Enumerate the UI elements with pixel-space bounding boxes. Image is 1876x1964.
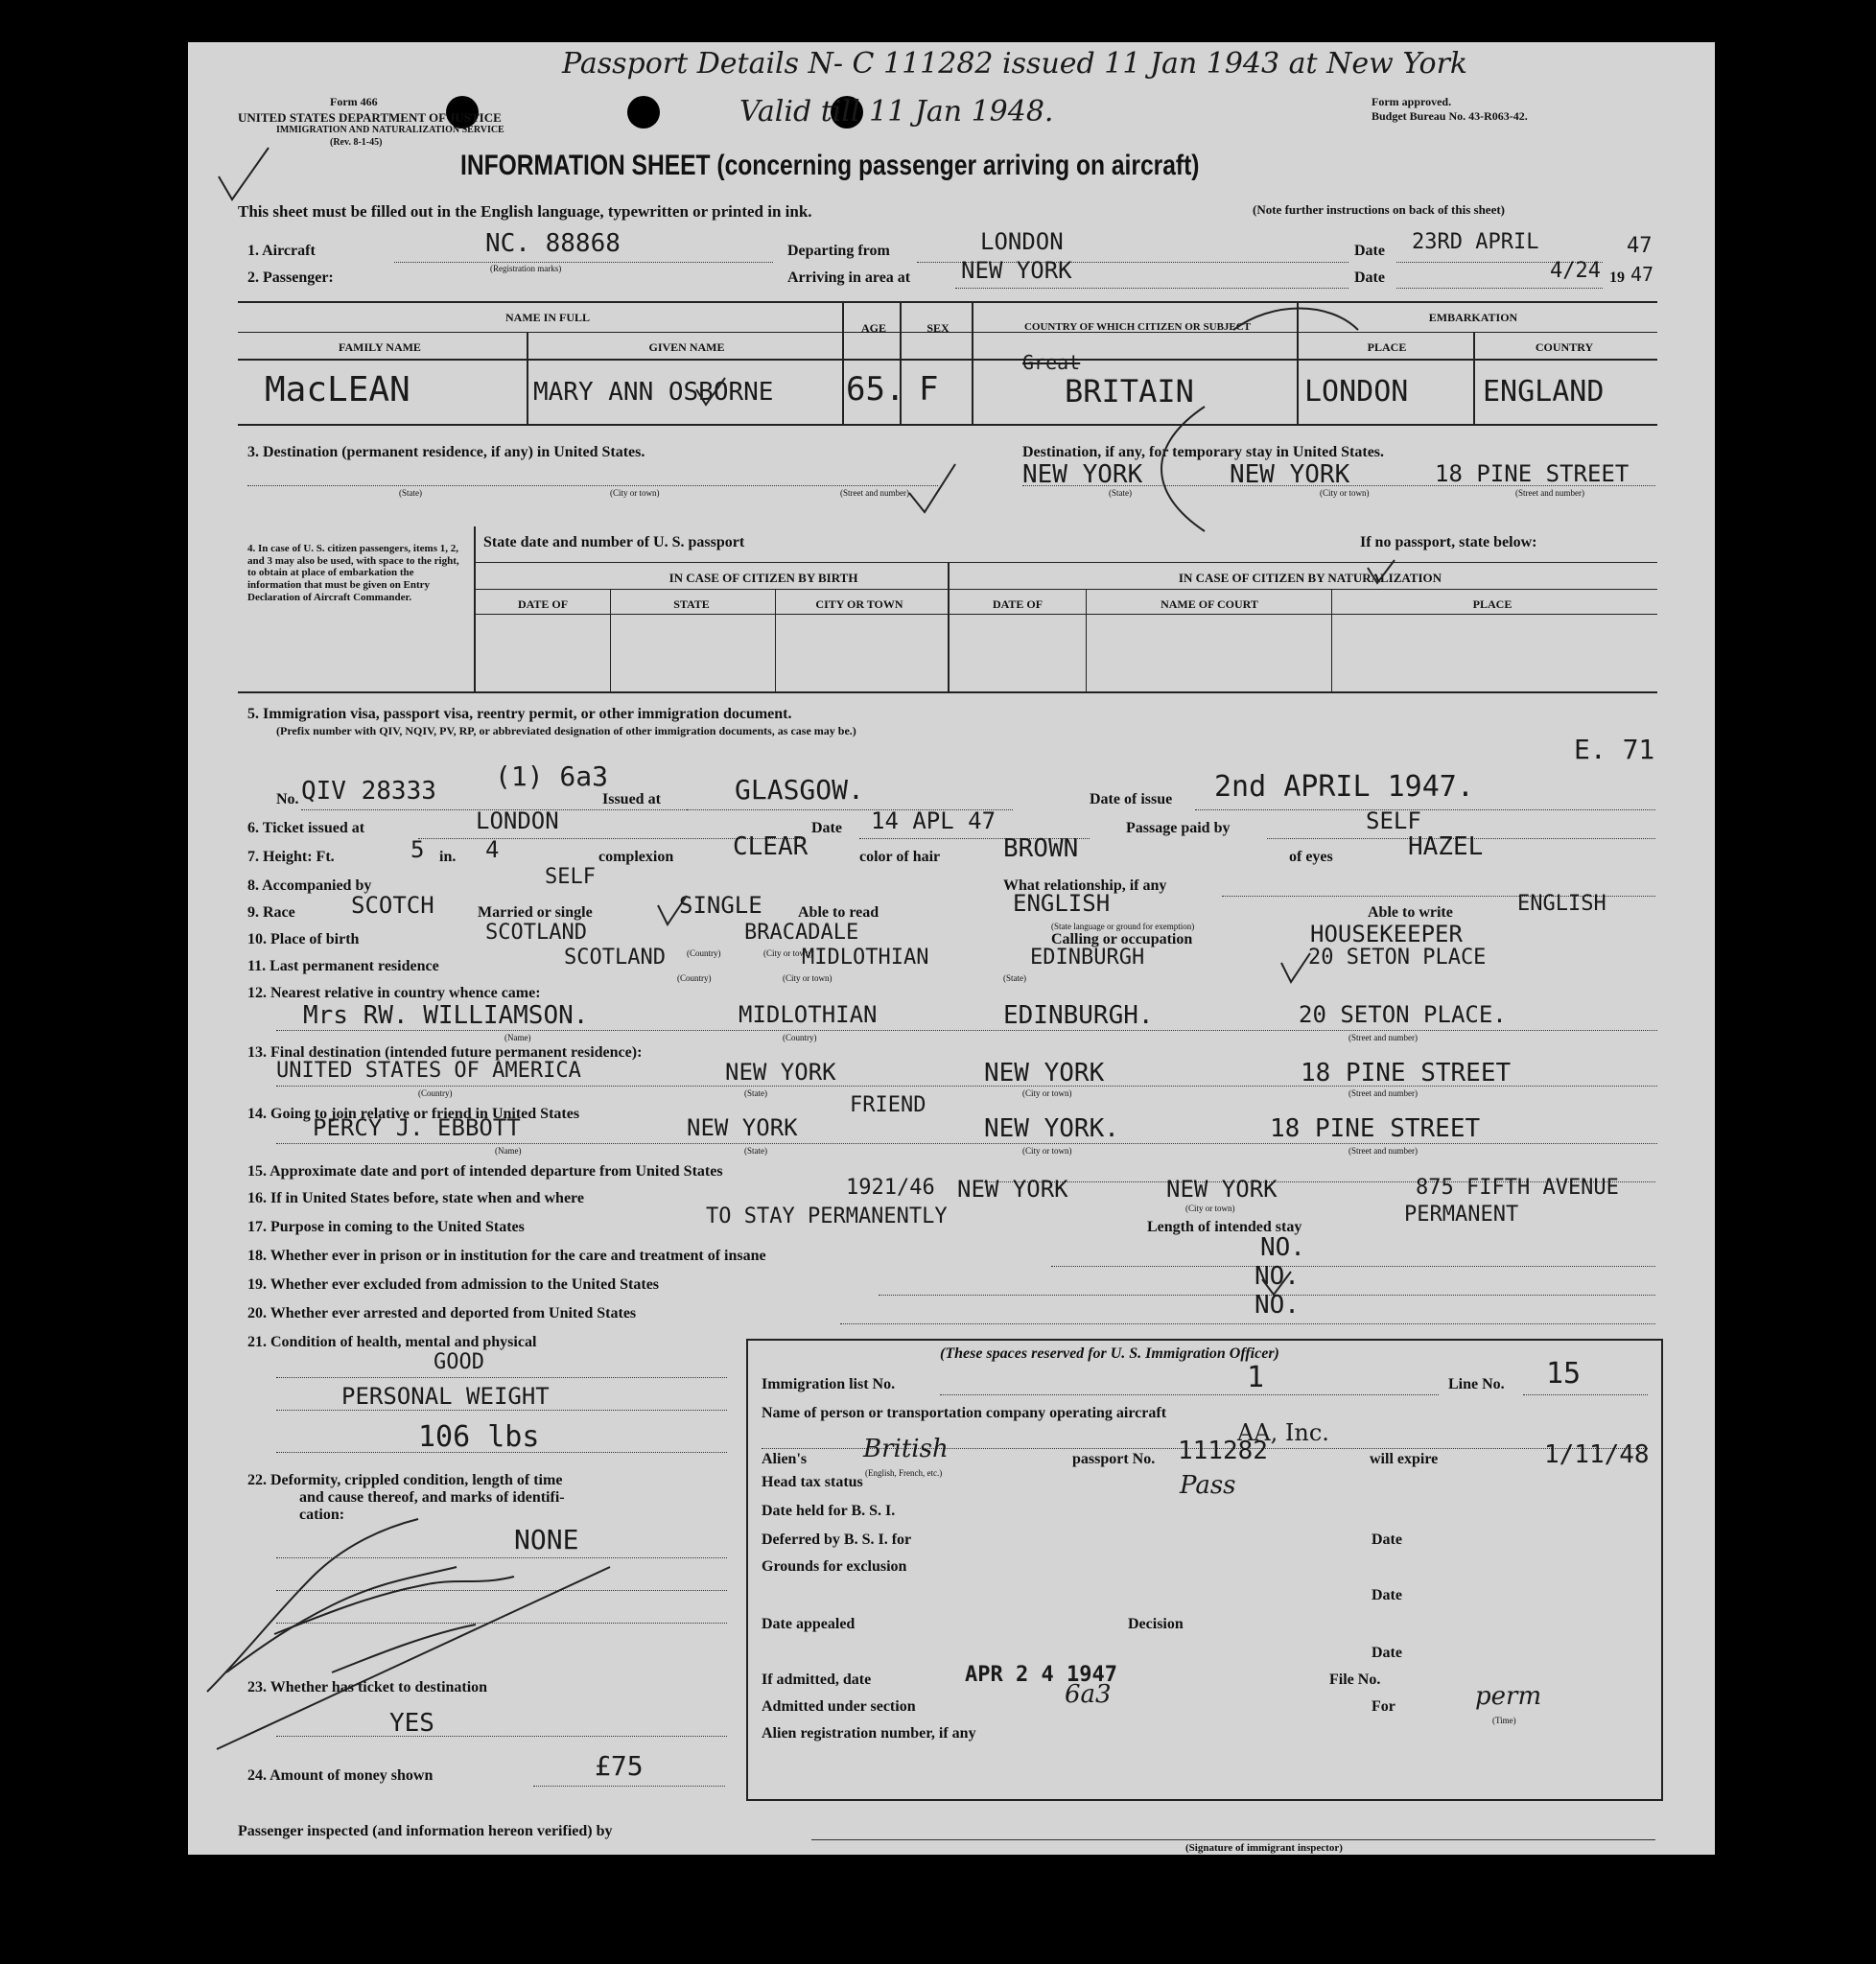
deformity-label-3: cation:: [299, 1507, 345, 1523]
deformity-value: NONE: [514, 1524, 579, 1555]
birth-country-caption: (Country): [687, 948, 721, 958]
birth-state-col: STATE: [673, 597, 710, 611]
ticket-at-value: LONDON: [476, 807, 559, 834]
deformity-label-1: 22. Deformity, crippled condition, length of time: [247, 1472, 563, 1488]
read-value: ENGLISH: [1013, 890, 1111, 917]
height-ft-value: 5: [410, 836, 425, 863]
join-name-caption: (Name): [495, 1146, 522, 1156]
visa-number: QIV 28333: [301, 777, 436, 806]
section-label: Admitted under section: [762, 1698, 916, 1715]
service: IMMIGRATION AND NATURALIZATION SERVICE: [276, 125, 504, 135]
citizenship-value: BRITAIN: [1065, 373, 1194, 409]
form-number: Form 466: [330, 95, 378, 108]
line-no-value: 15: [1546, 1357, 1582, 1391]
arrested-label: 20. Whether ever arrested and deported from United States: [247, 1305, 637, 1321]
relative-country-value: MIDLOTHIAN: [739, 1001, 878, 1028]
arrested-value: NO.: [1255, 1291, 1300, 1320]
for-value: perm: [1475, 1682, 1542, 1711]
signature-caption: (Signature of immigrant inspector): [1185, 1842, 1343, 1854]
departing-value: LONDON: [980, 228, 1064, 255]
ticket-label: 6. Ticket issued at: [247, 820, 365, 836]
date-label-2: Date: [1354, 269, 1385, 286]
naturalization-header: IN CASE OF CITIZEN BY NATURALIZATION: [1178, 571, 1442, 585]
read-caption: (State language or ground for exemption): [1051, 922, 1195, 931]
accompanied-label: 8. Accompanied by: [247, 877, 372, 894]
excluded-value: NO.: [1255, 1262, 1300, 1291]
officer-title: (These spaces reserved for U. S. Immigration Officer): [940, 1345, 1279, 1362]
company-label: Name of person or transportation company operating aircraft: [762, 1405, 1167, 1421]
citizen-note: 4. In case of U. S. citizen passengers, items 1, 2, and 3 may also be used, with space to the right, to obtain at place of embarkation the information that must be given on Entry Declaration of Aircraft Commander.: [247, 543, 459, 603]
decision-date-label: Date: [1372, 1645, 1402, 1661]
arriving-date: 4/24: [1550, 259, 1601, 283]
health-label: 21. Condition of health, mental and physical: [247, 1334, 537, 1350]
hair-value: BROWN: [1003, 834, 1079, 863]
money-label: 24. Amount of money shown: [247, 1767, 434, 1784]
temp-city-caption: (City or town): [1320, 488, 1370, 498]
temp-street-caption: (Street and number): [1515, 488, 1584, 498]
birth-date-col: DATE OF: [517, 597, 569, 611]
hair-label: color of hair: [859, 849, 941, 865]
temp-city-value: NEW YORK: [1230, 460, 1350, 489]
join-name-value: PERCY J. EBBOTT: [313, 1114, 521, 1141]
final-city-caption: (City or town): [1022, 1088, 1072, 1098]
final-country-value: UNITED STATES OF AMERICA: [276, 1059, 581, 1083]
temp-state-value: NEW YORK: [1022, 460, 1143, 489]
visa-no-label: No.: [276, 791, 299, 807]
nationality-caption: (English, French, etc.): [865, 1468, 943, 1478]
age-value: 65.: [846, 370, 905, 409]
before-state-value: NEW YORK: [957, 1176, 1068, 1203]
issued-at-label: Issued at: [602, 791, 661, 807]
alien-registration-label: Alien registration number, if any: [762, 1725, 976, 1742]
aircraft-value: NC. 88868: [485, 229, 621, 258]
final-street-value: 18 PINE STREET: [1301, 1059, 1512, 1087]
ticket-date-label: Date: [811, 820, 842, 836]
paid-by-value: SELF: [1366, 807, 1421, 834]
registration-caption: (Registration marks): [490, 264, 562, 273]
arriving-value: NEW YORK: [961, 257, 1072, 284]
alien-nationality-value: British: [863, 1435, 949, 1463]
birth-header: IN CASE OF CITIZEN BY BIRTH: [668, 571, 858, 585]
bsi-deferred-label: Deferred by B. S. I. for: [762, 1531, 912, 1548]
ticket-destination-label: 23. Whether has ticket to destination: [247, 1679, 488, 1695]
time-caption: (Time): [1492, 1716, 1516, 1725]
for-label: For: [1372, 1698, 1395, 1715]
temp-street-value: 18 PINE STREET: [1435, 460, 1630, 487]
nat-court-col: NAME OF COURT: [1161, 597, 1258, 611]
before-label: 16. If in United States before, state when and where: [247, 1190, 584, 1206]
height-in-label: in.: [439, 849, 457, 865]
height-in-value: 4: [485, 836, 500, 863]
alien-label: Alien's: [762, 1451, 808, 1467]
aircraft-label: 1. Aircraft: [247, 243, 316, 259]
inspected-label: Passenger inspected (and information hereon verified) by: [238, 1823, 613, 1839]
join-city-value: NEW YORK.: [984, 1114, 1119, 1143]
immigration-list-value: 1: [1247, 1361, 1265, 1394]
complexion-value: CLEAR: [733, 832, 809, 861]
grounds-label: Grounds for exclusion: [762, 1558, 907, 1575]
calling-value: HOUSEKEEPER: [1310, 921, 1463, 947]
calling-label: Calling or occupation: [1051, 931, 1193, 947]
deformity-label-2: and cause thereof, and marks of identifi-: [299, 1489, 565, 1506]
budget-bureau: Budget Bureau No. 43-R063-42.: [1372, 109, 1528, 123]
departing-date: 23RD APRIL: [1412, 230, 1539, 254]
paid-by-label: Passage paid by: [1126, 820, 1231, 836]
immigration-list-field: [940, 1394, 1439, 1395]
name-in-full-header: NAME IN FULL: [504, 311, 590, 324]
bsi-date-label: Date: [1372, 1531, 1402, 1548]
line-no-field: [1523, 1394, 1648, 1395]
perm-street-caption: (Street and number): [840, 488, 909, 498]
passport-label: State date and number of U. S. passport: [483, 534, 745, 550]
health-value-1: GOOD: [434, 1350, 484, 1374]
eyes-label: of eyes: [1289, 849, 1333, 865]
appealed-label: Date appealed: [762, 1616, 856, 1632]
ticket-date-value: 14 APL 47: [871, 807, 997, 834]
write-label: Able to write: [1368, 904, 1453, 921]
expire-value: 1/11/48: [1544, 1440, 1650, 1469]
decision-label: Decision: [1128, 1616, 1184, 1632]
passport-note-value: Pass: [1180, 1471, 1236, 1500]
eyes-value: HAZEL: [1408, 832, 1484, 861]
relative-street-caption: (Street and number): [1348, 1033, 1418, 1042]
residence-city-value: EDINBURGH: [1030, 946, 1145, 970]
year-value: 47: [1627, 234, 1653, 258]
relative-name-caption: (Name): [504, 1033, 531, 1042]
residence-street-value: 20 SETON PLACE: [1308, 946, 1487, 970]
relationship-label: What relationship, if any: [1003, 877, 1167, 894]
height-label: 7. Height: Ft.: [247, 849, 335, 865]
race-value: SCOTCH: [351, 892, 434, 919]
join-city-caption: (City or town): [1022, 1146, 1072, 1156]
date-of-issue-label: Date of issue: [1090, 791, 1173, 807]
ticket-destination-value: YES: [389, 1709, 434, 1738]
residence-country-caption: (Country): [677, 973, 712, 983]
admitted-label: If admitted, date: [762, 1672, 872, 1688]
before-when-value: 1921/46: [846, 1176, 935, 1200]
embarkation-header: EMBARKATION: [1428, 311, 1518, 324]
officer-box: [746, 1339, 1663, 1801]
residence-city-caption: (City or town): [783, 973, 832, 983]
arriving-label: Arriving in area at: [787, 269, 911, 286]
visa-margin-note: E. 71: [1574, 734, 1655, 765]
department: UNITED STATES DEPARTMENT OF JUSTICE: [238, 110, 502, 125]
nearest-relative-label: 12. Nearest relative in country whence came:: [247, 985, 541, 1001]
given-name-value: MARY ANN OSBORNE: [533, 378, 774, 407]
section-value: 6a3: [1065, 1680, 1112, 1709]
sex-value: F: [919, 370, 939, 409]
passport-annotation-line1: Passport Details N- C 111282 issued 11 Jan 1943 at New York: [562, 47, 1468, 81]
passport-annotation-line2: Valid till 11 Jan 1948.: [739, 95, 1054, 129]
expire-label: will expire: [1370, 1451, 1439, 1467]
visa-section: (1) 6a3: [495, 760, 609, 792]
relative-country-caption: (Country): [783, 1033, 817, 1042]
bsi-held-label: Date held for B. S. I.: [762, 1503, 896, 1519]
residence-label: 11. Last permanent residence: [247, 958, 439, 974]
purpose-value: TO STAY PERMANENTLY: [706, 1204, 948, 1228]
no-passport-label: If no passport, state below:: [1360, 534, 1537, 550]
sex-header: SEX: [926, 321, 950, 335]
relative-name-value: Mrs RW. WILLIAMSON.: [303, 1001, 589, 1030]
residence-state-caption: (State): [1003, 973, 1026, 983]
before-city-value: NEW YORK: [1166, 1176, 1278, 1203]
date-of-issue-value: 2nd APRIL 1947.: [1214, 770, 1474, 804]
year-value-2: 47: [1630, 263, 1654, 286]
perm-state-caption: (State): [399, 488, 422, 498]
departure-label: 15. Approximate date and port of intended departure from United States: [247, 1163, 723, 1180]
birth-city-value: BRACADALE: [744, 921, 859, 945]
health-value-2: PERSONAL WEIGHT: [341, 1383, 550, 1410]
line-no-label: Line No.: [1448, 1376, 1505, 1392]
language-instruction: This sheet must be filled out in the English language, typewritten or printed in ink.: [238, 202, 812, 221]
complexion-label: complexion: [598, 849, 674, 865]
birth-country-value: SCOTLAND: [485, 921, 587, 945]
head-tax-label: Head tax status: [762, 1474, 863, 1490]
issued-at-value: GLASGOW.: [735, 774, 864, 806]
residence-country-value: SCOTLAND: [564, 946, 666, 970]
nat-date-col: DATE OF: [992, 597, 1044, 611]
place-header: PLACE: [1367, 340, 1407, 354]
married-value: SINGLE: [679, 892, 762, 919]
destination-label: 3. Destination (permanent residence, if any) in United States.: [247, 444, 645, 460]
join-state-value: NEW YORK: [687, 1114, 798, 1141]
relative-city-value: EDINBURGH.: [1003, 1001, 1154, 1030]
join-label: 14. Going to join relative or friend in United States: [247, 1106, 580, 1122]
back-note: (Note further instructions on back of this sheet): [1253, 202, 1505, 217]
join-street-value: 18 PINE STREET: [1270, 1114, 1481, 1143]
final-city-value: NEW YORK: [984, 1059, 1105, 1087]
company-value: AA, Inc.: [1237, 1419, 1329, 1446]
date-label: Date: [1354, 243, 1385, 259]
final-country-caption: (Country): [418, 1088, 453, 1098]
admitted-value: APR 2 4 1947: [965, 1663, 1117, 1687]
join-street-caption: (Street and number): [1348, 1146, 1418, 1156]
temp-state-caption: (State): [1109, 488, 1132, 498]
passenger-label: 2. Passenger:: [247, 269, 334, 286]
visa-label: 5. Immigration visa, passport visa, reentry permit, or other immigration document.: [247, 706, 792, 722]
passport-no-value: 111282: [1178, 1437, 1268, 1465]
purpose-label: 17. Purpose in coming to the United States: [247, 1219, 525, 1235]
grounds-date-label: Date: [1372, 1587, 1402, 1603]
before-street-value: 875 FIFTH AVENUE: [1416, 1176, 1619, 1200]
family-name-value: MacLEAN: [265, 370, 410, 409]
final-state-value: NEW YORK: [725, 1059, 836, 1086]
before-city-caption: (City or town): [1185, 1204, 1235, 1213]
family-name-header: FAMILY NAME: [339, 340, 421, 354]
file-no-label: File No.: [1329, 1672, 1381, 1688]
prison-value: NO.: [1260, 1233, 1305, 1262]
length-of-stay-value: PERMANENT: [1404, 1203, 1519, 1227]
form-sheet: [188, 42, 1715, 1855]
perm-city-caption: (City or town): [610, 488, 660, 498]
nat-place-col: PLACE: [1472, 597, 1513, 611]
prison-label: 18. Whether ever in prison or in institution for the care and treatment of insane: [247, 1248, 766, 1264]
embark-place-value: LONDON: [1304, 375, 1409, 409]
age-header: AGE: [860, 321, 886, 335]
temp-destination-label: Destination, if any, for temporary stay in United States.: [1022, 444, 1385, 460]
residence-state-value: MIDLOTHIAN: [802, 946, 929, 970]
passport-no-label: passport No.: [1072, 1451, 1156, 1467]
embark-country-value: ENGLAND: [1483, 375, 1605, 409]
relative-street-value: 20 SETON PLACE.: [1299, 1001, 1507, 1028]
immigration-list-label: Immigration list No.: [762, 1376, 896, 1392]
final-destination-label: 13. Final destination (intended future permanent residence):: [247, 1044, 643, 1061]
final-state-caption: (State): [744, 1088, 767, 1098]
visa-sublabel: (Prefix number with QIV, NQIV, PV, RP, or abbreviated designation of other immigration documents, as case may be.): [276, 724, 856, 737]
birth-city-col: CITY OR TOWN: [815, 597, 903, 611]
money-value: £75: [595, 1750, 644, 1782]
year-prefix: 19: [1609, 269, 1625, 286]
length-of-stay-label: Length of intended stay: [1147, 1219, 1302, 1235]
race-label: 9. Race: [247, 904, 295, 921]
birth-city-caption: (City or town): [763, 948, 813, 958]
married-label: Married or single: [478, 904, 593, 921]
health-value-3: 106 lbs: [418, 1420, 540, 1454]
form-approved: Form approved.: [1372, 95, 1452, 108]
write-value: ENGLISH: [1517, 892, 1606, 916]
final-street-caption: (Street and number): [1348, 1088, 1418, 1098]
form-title: INFORMATION SHEET (concerning passenger arriving on aircraft): [460, 150, 1200, 181]
departing-label: Departing from: [787, 243, 890, 259]
revision: (Rev. 8-1-45): [330, 137, 383, 148]
read-label: Able to read: [798, 904, 879, 921]
accompanied-value: SELF: [545, 865, 596, 889]
country-header: COUNTRY OF WHICH CITIZEN OR SUBJECT: [1023, 321, 1252, 333]
country2-header: COUNTRY: [1535, 340, 1594, 354]
given-name-header: GIVEN NAME: [648, 340, 725, 354]
citizenship-struck: Great: [1022, 351, 1081, 374]
join-state-caption: (State): [744, 1146, 767, 1156]
excluded-label: 19. Whether ever excluded from admission to the United States: [247, 1276, 660, 1293]
birthplace-label: 10. Place of birth: [247, 931, 360, 947]
join-relationship-value: FRIEND: [850, 1093, 926, 1117]
